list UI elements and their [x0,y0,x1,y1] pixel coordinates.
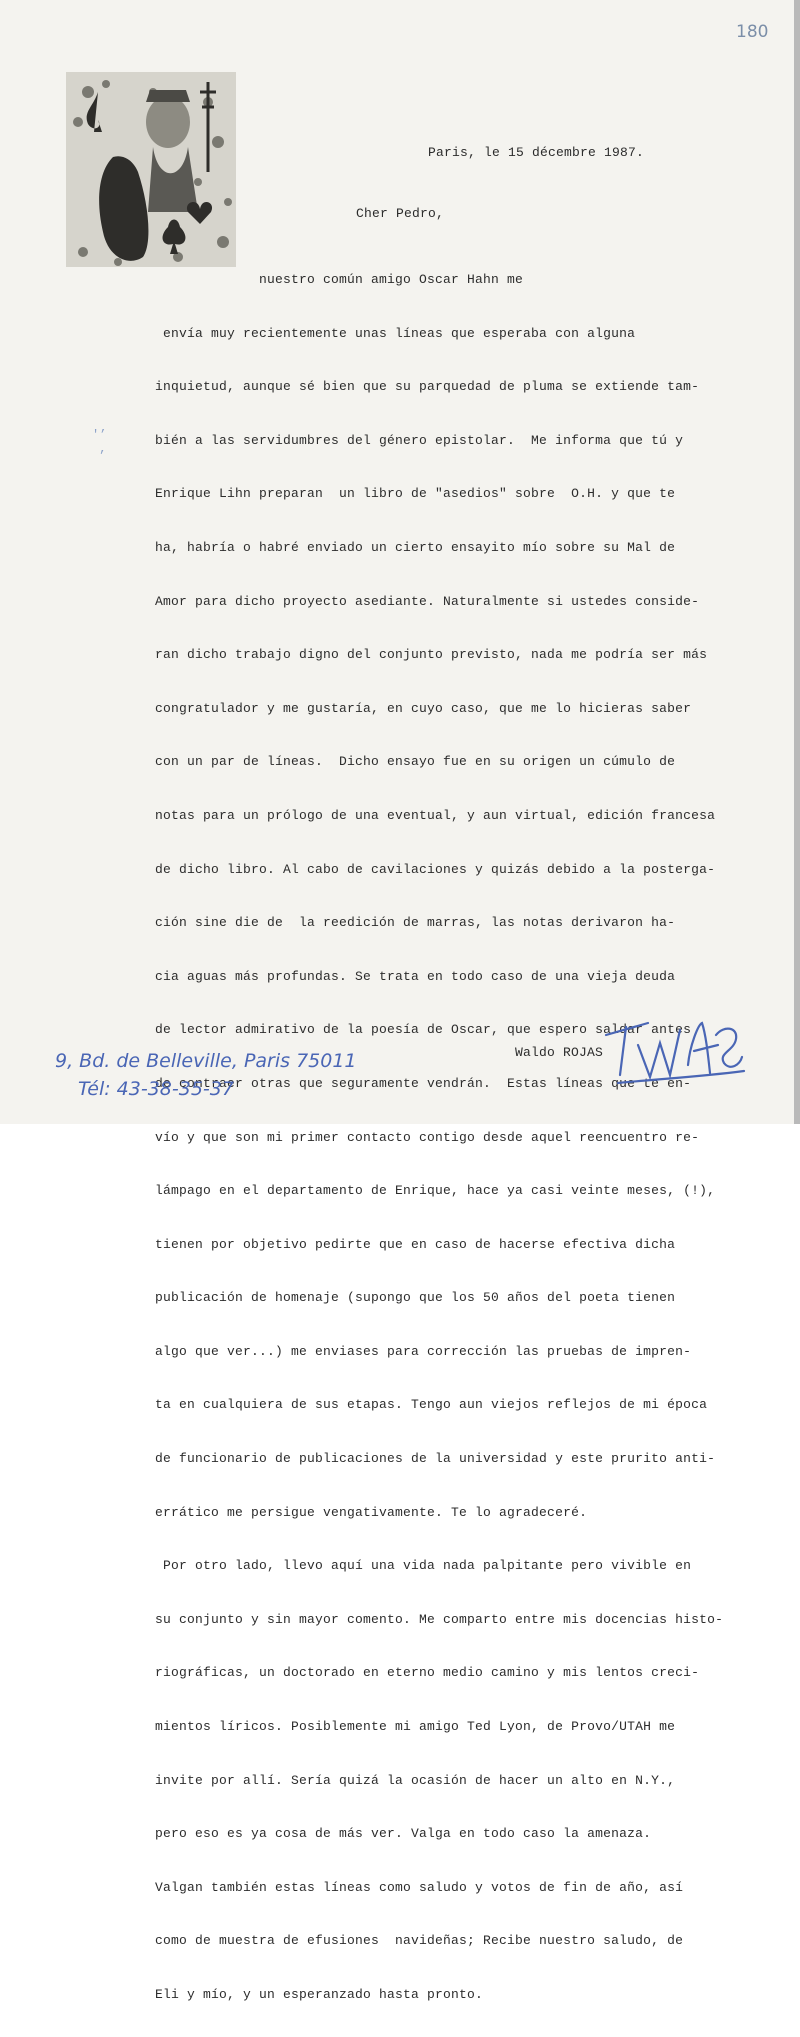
body-line: inquietud, aunque sé bien que su parquedad de pluma se extiende tam- [155,379,700,395]
body-line: su conjunto y sin mayor comento. Me comparto entre mis docencias histo- [155,1611,724,1627]
body-line: Amor para dicho proyecto asediante. Naturalmente si ustedes conside- [155,593,700,609]
body-line: ha, habría o habré enviado un cierto ensayito mío sobre su Mal de [155,539,676,555]
body-line: Valgan también estas líneas como saludo y votos de fin de año, así [155,1879,684,1895]
body-line: Eli y mío, y un esperanzado hasta pronto. [155,1987,484,2002]
body-line: de funcionario de publicaciones de la universidad y este prurito anti- [155,1451,716,1467]
body-line: nuestro común amigo Oscar Hahn me [155,272,524,287]
body-line: ta en cualquiera de sus etapas. Tengo aun viejos reflejos de mi época [155,1397,708,1413]
body-line: mientos líricos. Posiblemente mi amigo Ted Lyon, de Provo/UTAH me [155,1719,676,1735]
body-line: envía muy recientemente unas líneas que esperaba con alguna [155,325,636,341]
letter-salutation: Cher Pedro, [356,206,445,221]
body-line: ran dicho trabajo digno del conjunto previsto, nada me podría ser más [155,647,708,663]
handwritten-phone-line: Tél: 43-38-35-37 [78,1078,234,1100]
body-line: de contraer otras que seguramente vendrán. Estas líneas que te en- [155,1075,692,1091]
margin-marks: '’ , [92,428,107,456]
body-line: algo que ver...) me enviases para corrección las pruebas de impren- [155,1343,692,1359]
body-line: de lector admirativo de la poesía de Oscar, que espero saldar antes [155,1022,692,1038]
body-line: pero eso es ya cosa de más ver. Valga en todo caso la amenaza. [155,1826,652,1842]
archive-number: 180 [736,22,769,42]
signature-name: Waldo ROJAS [515,1045,604,1060]
body-line: Por otro lado, llevo aquí una vida nada palpitante pero vivible en [155,1558,692,1574]
body-line: congratulador y me gustaría, en cuyo caso, que me lo hicieras saber [155,700,692,716]
body-line: cia aguas más profundas. Se trata en todo caso de una vieja deuda [155,968,676,984]
letter-body [155,238,723,2037]
body-line: bién a las servidumbres del género epistolar. Me informa que tú y [155,432,684,448]
body-line: tienen por objetivo pedirte que en caso de hacerse efectiva dicha [155,1236,676,1252]
handwritten-signature [598,1005,748,1090]
body-line: ción sine die de la reedición de marras, las notas derivaron ha- [155,915,676,931]
body-line: con un par de líneas. Dicho ensayo fue en su origen un cúmulo de [155,754,676,770]
body-line: lámpago en el departamento de Enrique, hace ya casi veinte meses, (!), [155,1183,716,1199]
body-line: errático me persigue vengativamente. Te lo agradeceré. [155,1504,588,1520]
body-line: vío y que son mi primer contacto contigo desde aquel reencuentro re- [155,1129,700,1145]
handwritten-address-line: 9, Bd. de Belleville, Paris 75011 [55,1050,357,1072]
body-line: invite por allí. Sería quizá la ocasión de hacer un alto en N.Y., [155,1772,676,1788]
body-line: riográficas, un doctorado en eterno medio camino y mis lentos creci- [155,1665,700,1681]
body-line: Enrique Lihn preparan un libro de "asedios" sobre O.H. y que te [155,486,676,502]
body-line: de dicho libro. Al cabo de cavilaciones y quizás debido a la posterga- [155,861,716,877]
letter-date: Paris, le 15 décembre 1987. [428,145,645,160]
body-line: como de muestra de efusiones navideñas; Recibe nuestro saludo, de [155,1933,684,1949]
body-line: notas para un prólogo de una eventual, y aun virtual, edición francesa [155,807,716,823]
body-line: publicación de homenaje (supongo que los 50 años del poeta tienen [155,1290,676,1306]
